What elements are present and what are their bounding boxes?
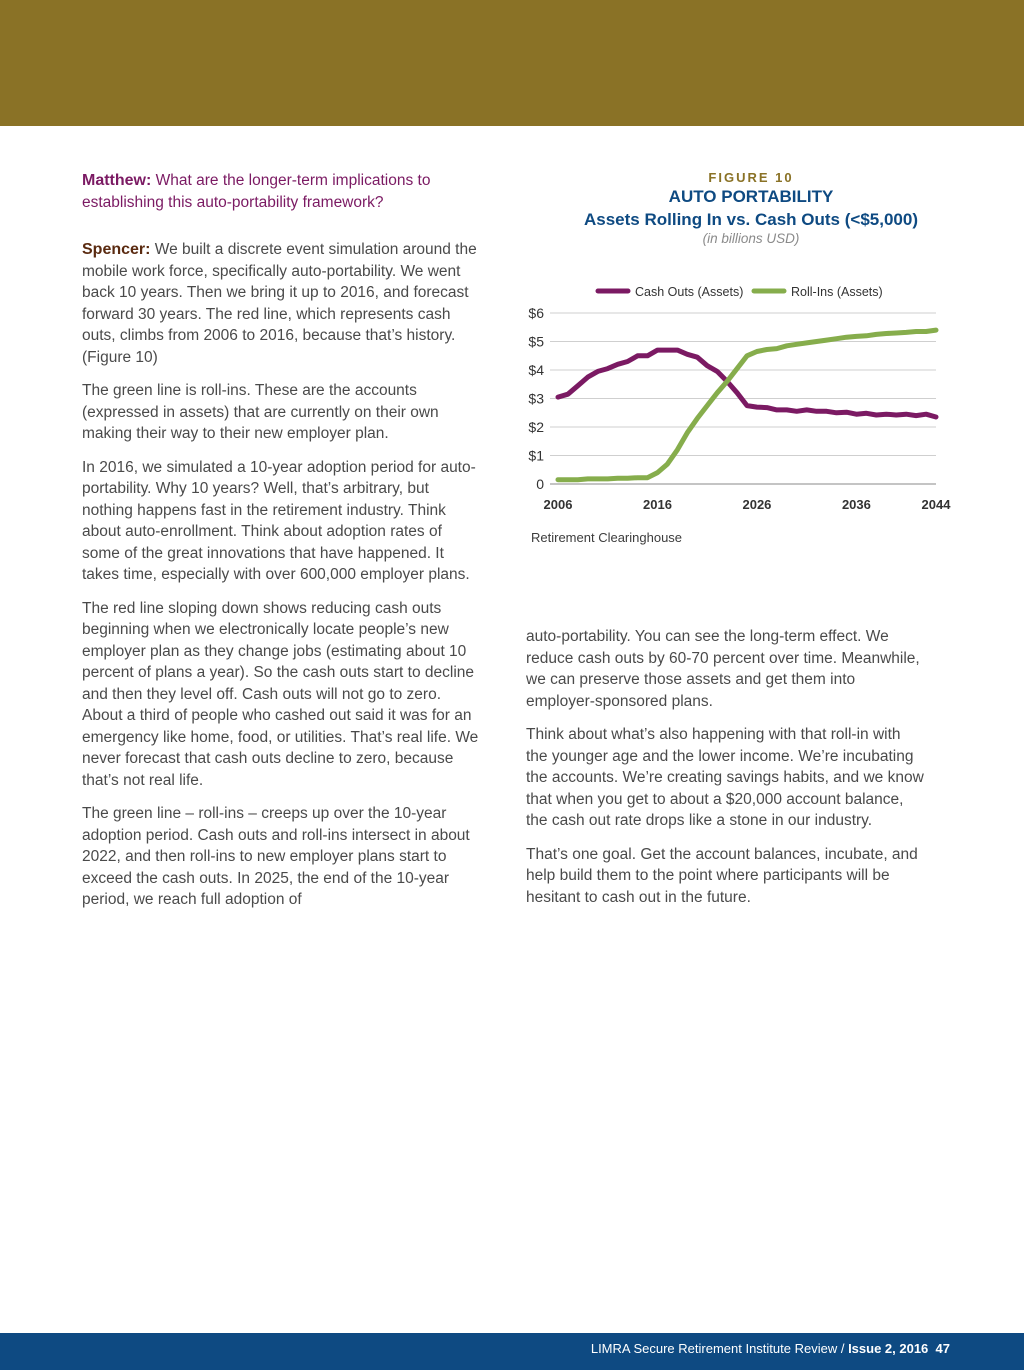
answer-paragraph-3: In 2016, we simulated a 10-year adoption period for auto-portability. Why 10 years? Well, that’s arbitrary, but nothing happens fast in the retirement industry. Think about auto-enrollment. Think about adoption rates of some of the great innovations that have happened. It takes time, especially with over 600,000 employer plans.	[82, 458, 476, 583]
x-tick-label: 2036	[841, 497, 871, 512]
y-tick-label: $4	[528, 362, 544, 378]
right-column	[526, 626, 926, 920]
line-chart	[526, 265, 956, 525]
question-block	[82, 170, 482, 213]
answer-speaker: Spencer:	[82, 241, 151, 258]
answer-text-1: We built a discrete event simulation around the mobile work force, specifically auto-portability. We went back 10 years. Then we bring it up to 2016, and forecast forward 30 years. The red line, which represents cash outs, climbs from 2006 to 2016, because that’s history. (Figure 10)	[82, 241, 477, 366]
x-tick-label: 2016	[643, 497, 672, 512]
figure-subtitle-line: Assets Rolling In vs. Cash Outs (<$5,000)	[584, 210, 918, 229]
legend-label: Cash Outs (Assets)	[635, 285, 744, 299]
y-tick-label: $2	[528, 419, 544, 435]
question-speaker: Matthew:	[82, 172, 152, 189]
y-tick-label: 0	[536, 476, 544, 492]
footer-publication: LIMRA Secure Retirement Institute Review /	[590, 1341, 849, 1356]
figure-title: AUTO PORTABILITY	[668, 187, 834, 206]
y-tick-label: $5	[528, 333, 544, 350]
answer-paragraph-4: The red line sloping down shows reducing cash outs beginning when we electronically locate people’s new employer plan as they change jobs (estimating about 10 percent of plans a year). So the cash outs start to decline and then they level off. Cash outs will not go to zero. About a third of people who cashed out said it was for an emergency like home, food, or utilities. That’s real life. We never forecast that cash outs decline to zero, because that’s not real life.	[82, 599, 479, 789]
page-number: 47	[935, 1341, 950, 1356]
footer	[591, 1341, 950, 1356]
figure-units: (in billions USD)	[702, 231, 800, 246]
question-text: What are the longer-term implications to establishing this auto-portability framework?	[82, 172, 431, 211]
y-tick-label: $1	[528, 447, 544, 464]
answer-paragraph-5: The green line – roll-ins – creeps up over the 10-year adoption period. Cash outs and roll-ins intersect in about 2022, and then roll-ins to new employer plans start to exceed the cash outs. In 2025, the end of the 10-year period, we reach full adoption of	[82, 805, 470, 908]
x-tick-label: 2006	[543, 497, 573, 512]
right-paragraph-3: That’s one goal. Get the account balances, incubate, and help build them to the point where participants will be hesitant to cash out in the future.	[526, 845, 918, 906]
figure-source: Retirement Clearinghouse	[531, 530, 683, 545]
legend-label: Roll-Ins (Assets)	[791, 285, 883, 299]
footer-issue: Issue 2, 2016	[848, 1341, 929, 1356]
figure-10	[526, 170, 956, 545]
series-line-cash-outs	[558, 350, 936, 417]
answer-paragraph-1	[82, 239, 482, 368]
y-tick-label: $3	[528, 390, 544, 407]
x-tick-label: 2026	[742, 497, 772, 512]
figure-label: FIGURE 10	[708, 170, 794, 185]
right-paragraph-2: Think about what’s also happening with that roll-in with the younger age and the lower income. We’re incubating the accounts. We’re creating savings habits, and we know that when you get to about a $20,000 account balance, the cash out rate drops like a stone in our industry.	[526, 726, 924, 829]
header-band	[0, 0, 1024, 126]
x-tick-label: 2044	[921, 497, 951, 512]
left-column	[82, 170, 482, 923]
right-paragraph-1: auto-portability. You can see the long-term effect. We reduce cash outs by 60-70 percent over time. Meanwhile, we can preserve those assets and get them into employer-sponsored plans.	[526, 628, 920, 710]
answer-paragraph-2: The green line is roll-ins. These are the accounts (expressed in assets) that are currently on their own making their way to their new employer plan.	[82, 382, 439, 442]
y-tick-label: $6	[528, 305, 544, 321]
